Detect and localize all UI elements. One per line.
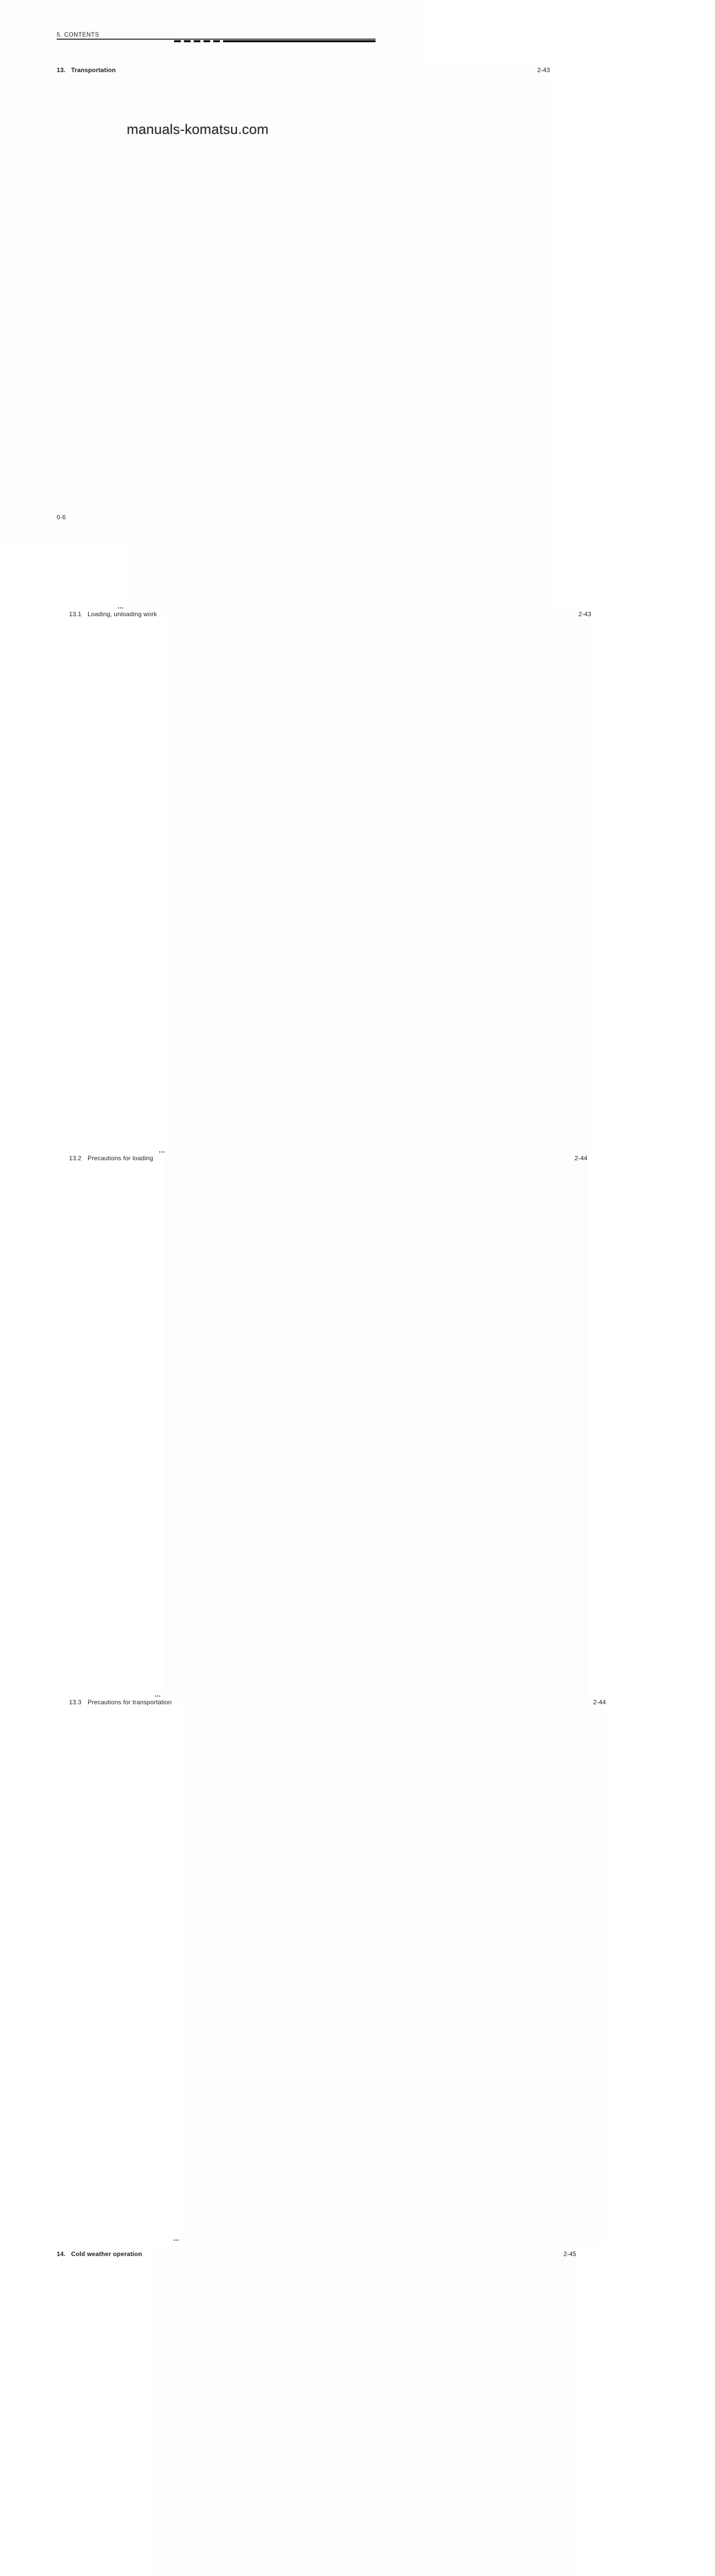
toc-entry-title: Precautions for loading xyxy=(88,1155,154,1162)
dot-leader xyxy=(174,2240,179,2241)
dot-leader xyxy=(118,607,123,608)
header-rule-thick xyxy=(225,40,376,42)
page-number-footer: 0-6 xyxy=(57,515,66,521)
toc-entry xyxy=(57,66,550,611)
toc xyxy=(57,66,606,2576)
watermark-text: manuals-komatsu.com xyxy=(127,122,269,137)
toc-entry-page: 2-43 xyxy=(126,66,550,611)
toc-entry-page: 2-45 xyxy=(152,2250,576,2576)
toc-entry-title: Transportation xyxy=(71,66,116,74)
toc-entry xyxy=(57,611,591,1155)
toc-entry-title: Loading, unloading work xyxy=(88,611,157,618)
header-rule-thin xyxy=(57,39,376,40)
toc-entry xyxy=(57,2250,576,2576)
toc-entry-number: 13.2 xyxy=(69,1155,82,1162)
toc-entry-number: 14. xyxy=(57,2250,66,2258)
toc-entry-number: 13.3 xyxy=(69,1699,82,1706)
toc-entry-title: Cold weather operation xyxy=(71,2250,142,2258)
toc-entry-page: 2-44 xyxy=(163,1155,587,1699)
toc-entry xyxy=(57,1699,606,2243)
dot-leader xyxy=(159,1151,164,1153)
dot-leader xyxy=(155,1696,160,1697)
toc-entry-number: 13.1 xyxy=(69,611,82,618)
toc-entry-page: 2-44 xyxy=(182,1699,606,2243)
toc-entry xyxy=(57,1155,588,1699)
toc-entry-page: 2-43 xyxy=(167,611,591,1155)
toc-entry-number: 13. xyxy=(57,66,66,74)
header-rule-dashes xyxy=(174,40,226,42)
toc-entry-title: Precautions for transportation xyxy=(88,1699,172,1706)
page-header-title: 5. CONTENTS xyxy=(57,32,99,38)
